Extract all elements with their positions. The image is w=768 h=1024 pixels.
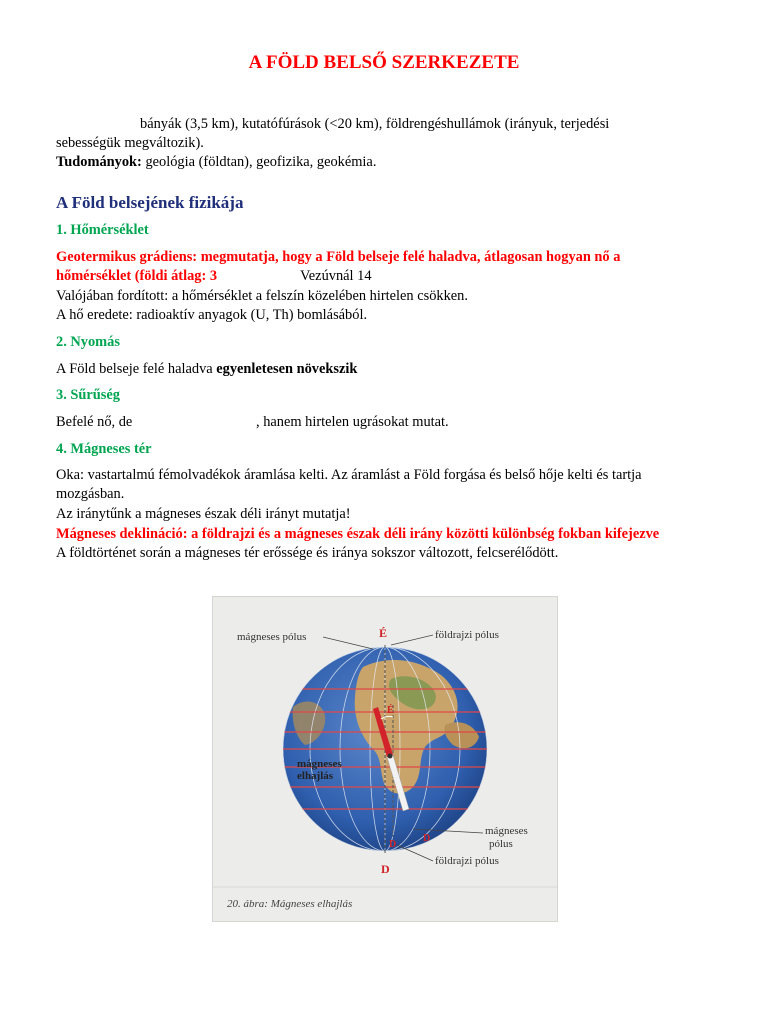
letter-north: É [379, 626, 388, 640]
density-text-a: Befelé nő, de [56, 414, 133, 430]
temperature-line-4: A hő eredete: radioaktív anyagok (U, Th) bomlásából. [56, 307, 368, 323]
label-declination-2: elhajlás [297, 770, 334, 782]
letter-small-south-2: D [423, 833, 431, 844]
magnetic-declination: Mágneses deklináció: a földrajzi és a mágneses észak déli irány közötti különbség fokban kifejezve [56, 526, 660, 542]
sciences-label: Tudományok: [56, 154, 142, 170]
label-magnetic-pole-bottom-2: pólus [489, 838, 513, 850]
magnetic-line-1: Oka: vastartalmú fémolvadékok áramlása kelti. Az áramlást a Föld forgása és belső hője kelti és tartja [56, 467, 642, 483]
label-magnetic-pole-bottom-1: mágneses [485, 825, 528, 837]
magnetic-line-3: Az iránytűnk a mágneses észak déli irányt mutatja! [56, 506, 351, 522]
letter-small-south-1: D [389, 839, 397, 850]
pressure-text-bold: egyenletesen növekszik [216, 361, 358, 377]
figure-caption: 20. ábra: Mágneses elhajlás [227, 898, 353, 910]
gradient-line-1: Geotermikus grádiens: megmutatja, hogy a Föld belseje felé haladva, átlagosan hogyan nő a [56, 249, 621, 265]
label-geo-pole-bottom: földrajzi pólus [435, 855, 499, 867]
letter-south: D [381, 862, 390, 876]
document-title: A FÖLD BELSŐ SZERKEZETE [248, 52, 520, 73]
pressure-text: A Föld belseje felé haladva [56, 361, 217, 377]
label-geo-pole-top: földrajzi pólus [435, 629, 499, 641]
gradient-line-2: hőmérséklet (földi átlag: 3 [56, 268, 218, 284]
sciences-text: geológia (földtan), geofizika, geokémia. [141, 154, 377, 170]
temperature-line-3: Valójában fordított: a hőmérséklet a felszín közelében hirtelen csökken. [56, 288, 468, 304]
letter-small-north: É [387, 705, 394, 716]
density-heading: 3. Sűrűség [56, 387, 120, 403]
magnetic-line-5: A földtörténet során a mágneses tér erőssége és iránya sokszor változott, felcserélődött. [56, 545, 559, 561]
gradient-line-2b: Vezúvnál 14 [300, 268, 372, 284]
density-text-b: , hanem hirtelen ugrásokat mutat. [256, 414, 449, 430]
intro-line-1: bányák (3,5 km), kutatófúrások (<20 km), földrengéshullámok (irányuk, terjedési [140, 116, 610, 132]
magnetic-line-2: mozgásban. [56, 486, 125, 502]
figure-magnetic-declination [212, 596, 558, 922]
intro-line-2: sebességük megváltozik). [56, 135, 204, 151]
pressure-heading: 2. Nyomás [56, 334, 120, 350]
label-magnetic-pole-top: mágneses pólus [237, 631, 307, 643]
pressure-line [56, 361, 357, 378]
label-declination-1: mágneses [297, 758, 342, 770]
magnetic-heading: 4. Mágneses tér [56, 441, 152, 457]
temperature-heading: 1. Hőmérséklet [56, 222, 149, 238]
physics-heading: A Föld belsejének fizikája [56, 193, 244, 212]
globe-illustration [213, 597, 557, 921]
sciences-line [56, 154, 376, 171]
